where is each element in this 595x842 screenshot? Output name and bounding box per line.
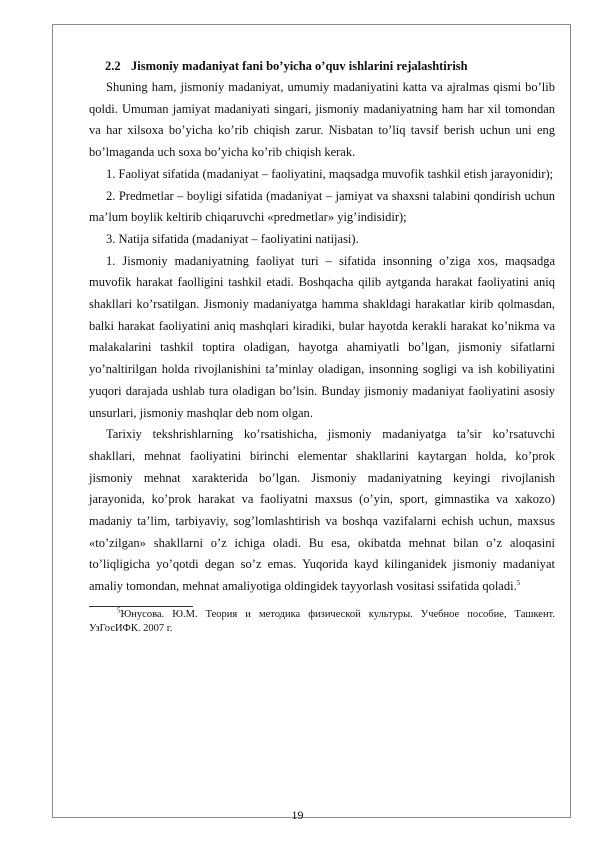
history-paragraph — [89, 424, 555, 598]
footnote — [89, 608, 555, 636]
explanation-paragraph: 1. Jismoniy madaniyatning faoliyat turi – sifatida insonning o’ziga xos, maqsadga muvofik harakat faolligini tashkil etadi. Boshqacha qilib aytganda harakat faoliyatini aniq shakllari ko’rsatilgan. Jismoniy madaniyatga hamma shakldagi harakatlar kirib qolmasdan, balki harakat faoliyatini aniq mashqlari kiradiki, bular hayotda kerakli harakat ko’nikma va malakalarini tashkil toptira oladigan, hayotga ahamiyatli bo’lgan, jismoniy sifatlarni yo’naltirilgan holda rivojlanishini ta’minlay oladigan, insonning sogligi va ish kobiliyatini yuqori darajada ushlab tura oladigan bo’lsin. Bunday jismoniy madaniyat faoliyatini asosiy unsurlari, jismoniy mashqlar deb nom olgan. — [89, 253, 555, 420]
footnote-mark: 5 — [117, 606, 121, 615]
section-title: Jismoniy madaniyat fani bo’yicha o’quv ishlarini rejalashtirish — [131, 59, 468, 73]
page-number: 19 — [291, 808, 304, 822]
footnote-reference: 5 — [516, 579, 521, 588]
list-item-2: 2. Predmetlar – boyligi sifatida (madaniyat – jamiyat va shaxsni talabini qondirish uchun ma’lum boylik keltirib chiqaruvchi «predmetlar» yig’indisidir); — [89, 188, 555, 225]
list-item-1: 1. Faoliyat sifatida (madaniyat – faoliyatini, maqsadga muvofik tashkil etish jarayonidir); — [106, 166, 554, 181]
footnote-divider — [89, 606, 193, 607]
history-paragraph-text: Tarixiy tekshrishlarning ko’rsatishicha, jismoniy madaniyatga ta’sir ko’rsatuvchi shakllari, mehnat faoliyatini birinchi elementar shakllarini kaytargan holda, ko’prok jismoniy mehnat xarakterida bo’lgan. Jismoniy madaniyatning keyingi rivojlanish jarayonida, ko’prok harakat va faoliyatni maxsus (o’yin, sport, gimnastika va xakozo) madaniy ta’lim, tarbiyaviy, sog’lomlashtirish va boshqa vazifalarni echish uchun, maxsus «to’zilgan» shakllarni o’z ichiga oladi. Bu esa, okibatda mehnat bilan o’z aloqasini to’liqligicha yo’qotdi degan so’z emas. Yuqorida kayd kilinganidek jismoniy madaniyat amaliy tomondan, mehnat amaliyotiga oldingidek tayyorlash vositasi ssifatida qoladi. — [89, 427, 555, 594]
intro-paragraph: Shuning ham, jismoniy madaniyat, umumiy madaniyatini katta va ajralmas qismi bo’lib qoldi. Umuman jamiyat madaniyati singari, jismoniy madaniyatning ham har xil tomondan va har xilsoxa bo’yicha ko’rib chiqish zarur. Nisbatan to’liq tavsif berish uchun uni eng bo’lmaganda uch soxa bo’yicha ko’rib chiqish kerak. — [89, 80, 555, 160]
section-number: 2.2 — [105, 59, 121, 73]
footnote-text: Юнусова. Ю.М. Теория и методика физической культуры. Учебное пособие, Ташкент. УзГосИФК. 2007 г. — [89, 608, 555, 634]
page-content — [89, 57, 555, 636]
section-heading — [89, 57, 555, 76]
list-item-3: 3. Natija sifatida (madaniyat – faoliyatini natijasi). — [106, 231, 359, 246]
